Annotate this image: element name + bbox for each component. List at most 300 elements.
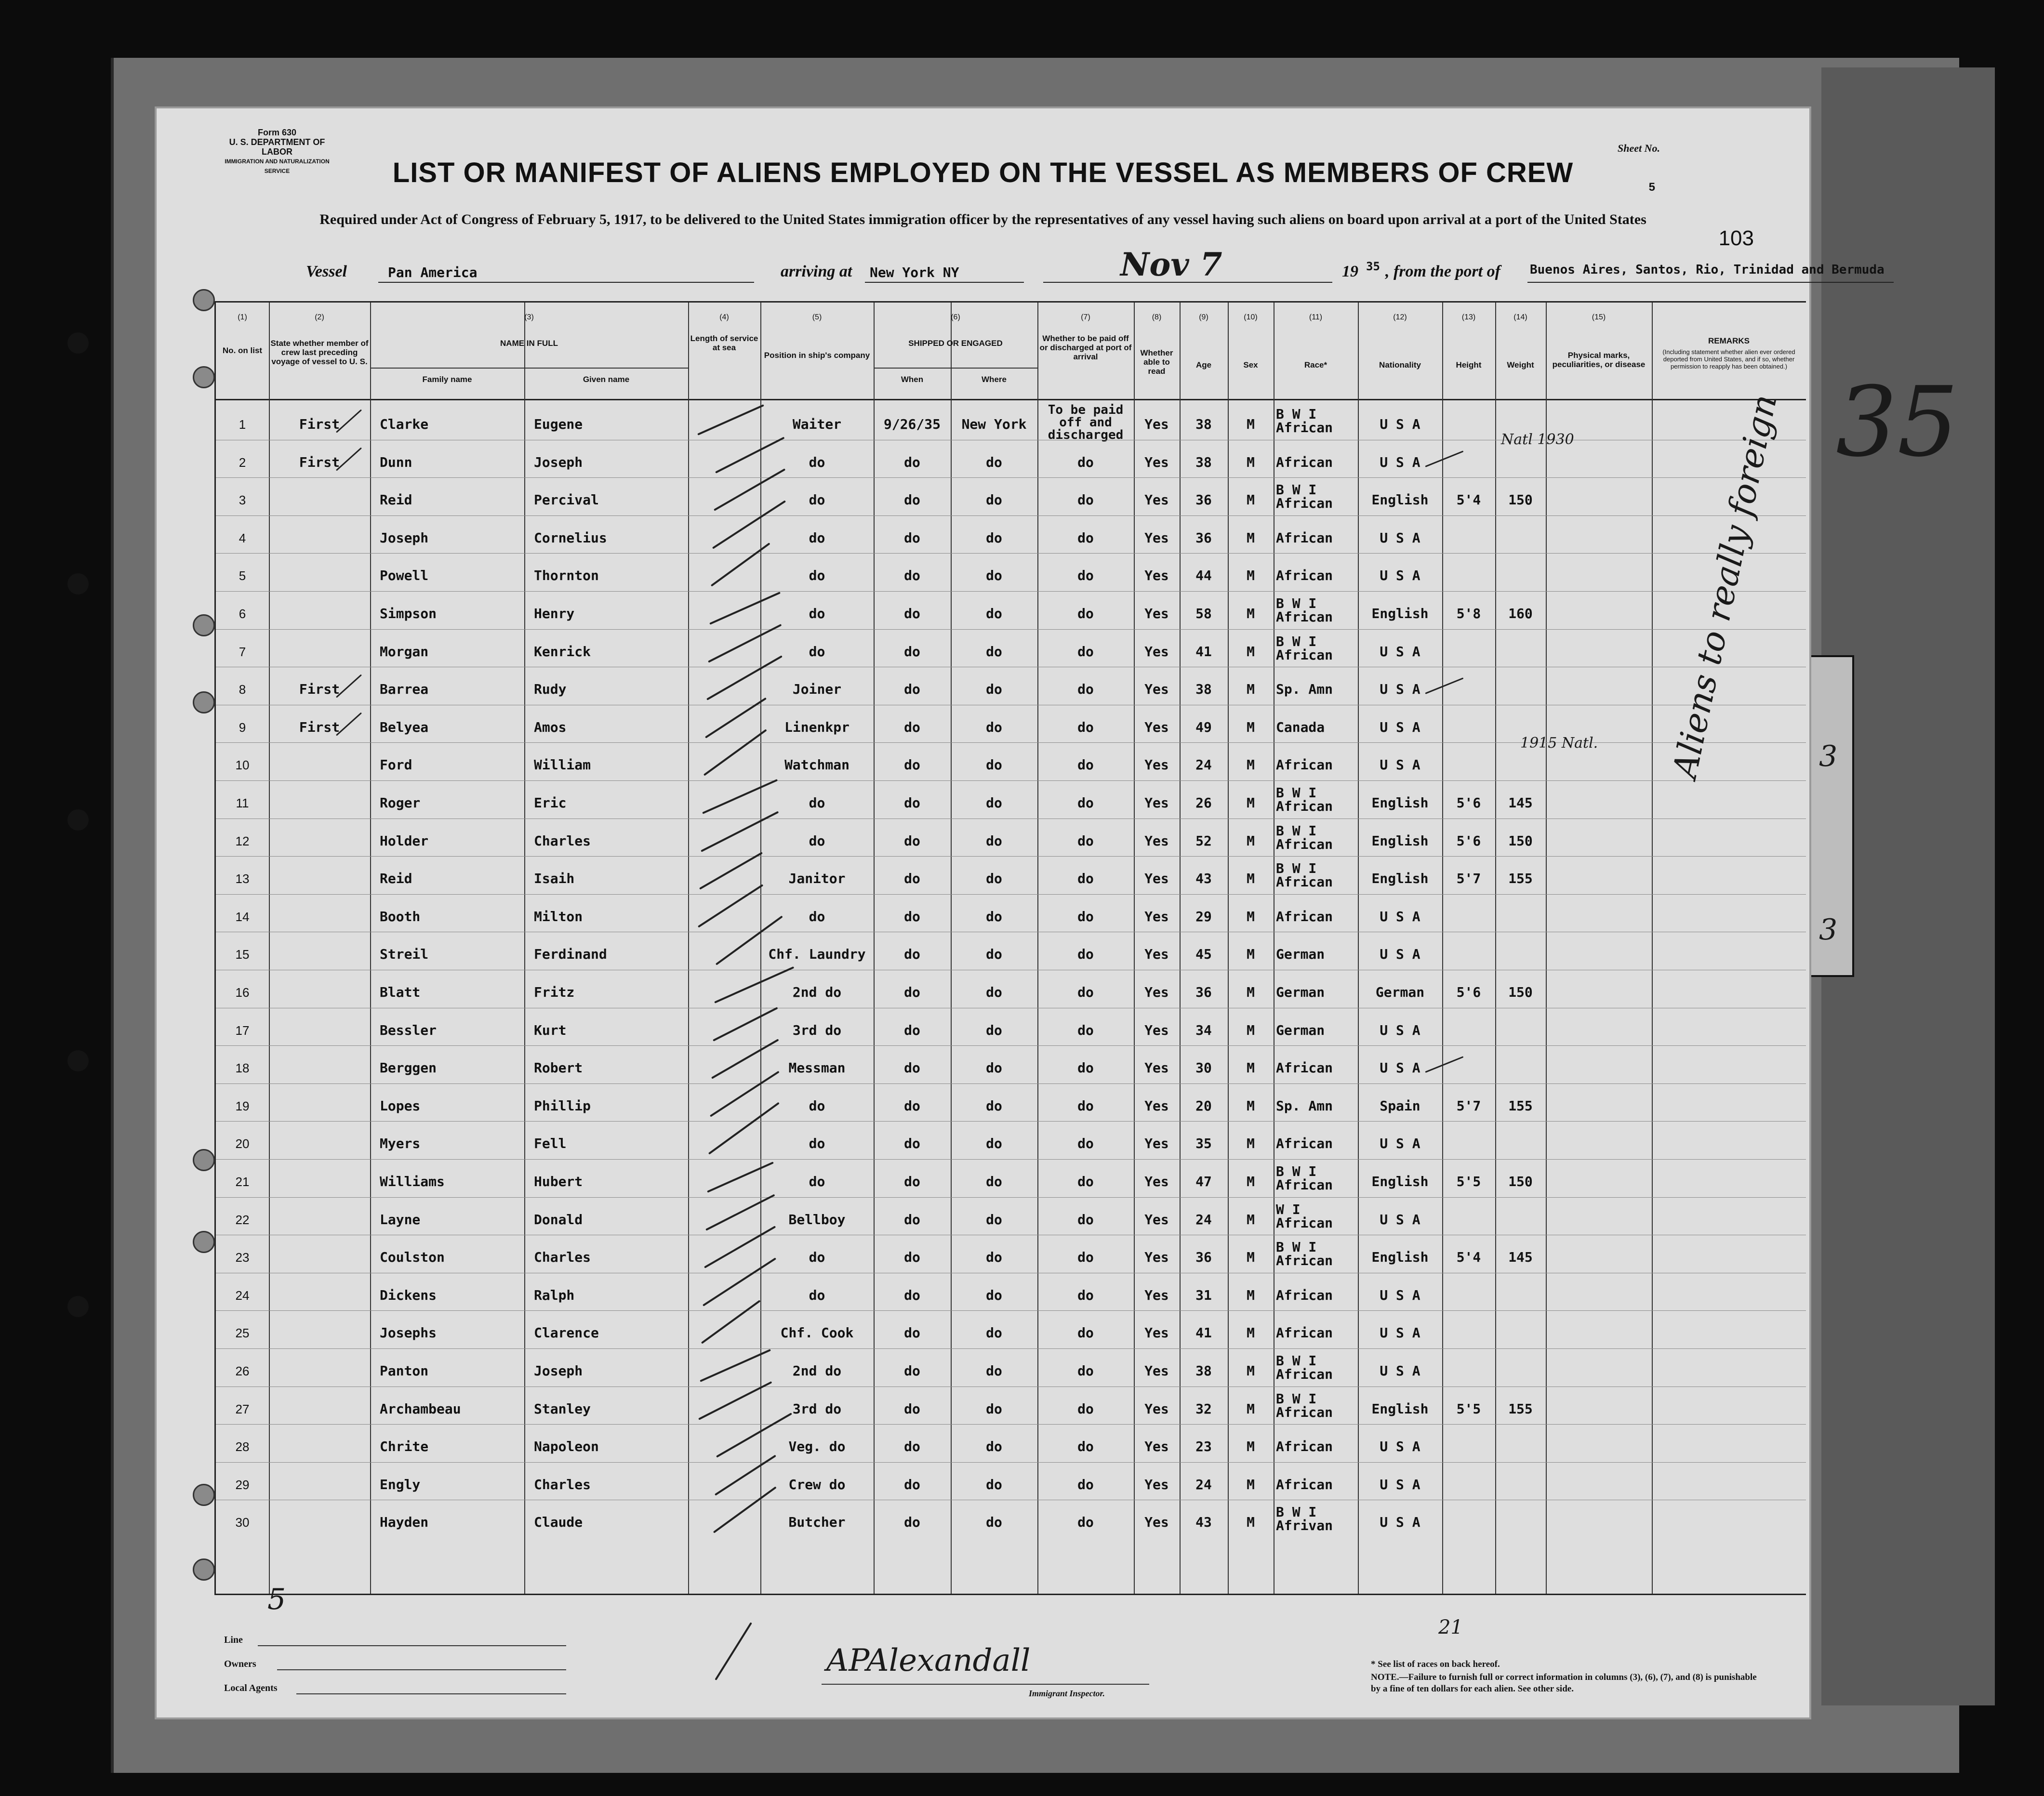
cell-paid: do xyxy=(1077,908,1094,924)
cell-nat: English xyxy=(1371,606,1429,621)
cell-no: 21 xyxy=(235,1175,250,1189)
cell-family: Morgan xyxy=(380,643,429,660)
cell-when: do xyxy=(904,492,920,508)
cell-position: do xyxy=(809,606,825,621)
cell-age: 58 xyxy=(1195,606,1212,621)
cell-age: 24 xyxy=(1195,757,1212,773)
cell-when: do xyxy=(904,908,920,924)
cell-read: Yes xyxy=(1144,871,1169,887)
cell-sex: M xyxy=(1247,1136,1255,1152)
cell-when: do xyxy=(904,719,920,735)
cell-sex: M xyxy=(1247,606,1255,621)
cell-nat: German xyxy=(1375,984,1425,1000)
cell-sex: M xyxy=(1247,1211,1255,1228)
cell-weight: 150 xyxy=(1508,984,1533,1000)
cell-position: Bellboy xyxy=(788,1211,846,1228)
cell-no: 11 xyxy=(236,796,249,810)
length-of-service-tick xyxy=(701,1300,761,1344)
cell-prev: First xyxy=(299,416,340,432)
cell-read: Yes xyxy=(1144,719,1169,735)
cell-family: Chrite xyxy=(380,1439,429,1455)
cell-position: do xyxy=(809,568,825,584)
cell-no: 12 xyxy=(235,833,250,848)
races-note: * See list of races on back hereof. xyxy=(1371,1659,1500,1669)
cell-given: Fritz xyxy=(534,984,575,1000)
cell-when: do xyxy=(904,681,920,698)
cell-family: Hayden xyxy=(380,1514,429,1531)
cell-where: do xyxy=(986,871,1002,887)
cell-given: Eric xyxy=(534,795,567,811)
cell-nat: U S A xyxy=(1380,1514,1420,1531)
cell-read: Yes xyxy=(1144,492,1169,508)
cell-position: Joiner xyxy=(792,681,842,698)
cell-race: B W I African xyxy=(1276,1239,1333,1269)
cell-nat: U S A xyxy=(1380,1060,1420,1076)
cell-nat: U S A xyxy=(1380,1476,1420,1492)
cell-when: do xyxy=(904,606,920,621)
column-header-c15: Physical marks, peculiarities, or disease xyxy=(1552,351,1646,369)
cell-paid: do xyxy=(1077,1287,1094,1303)
cell-age: 32 xyxy=(1195,1400,1212,1417)
column-header-c12: Nationality xyxy=(1379,360,1421,370)
vessel-label: Vessel xyxy=(306,263,347,280)
arriving-label: arriving at xyxy=(781,263,852,280)
cell-given: Clarence xyxy=(534,1325,599,1341)
crew-table xyxy=(214,301,1806,1595)
cell-read: Yes xyxy=(1144,1400,1169,1417)
cell-race: B W I African xyxy=(1276,1390,1333,1420)
cell-nat: U S A xyxy=(1380,908,1420,924)
cell-nat: U S A xyxy=(1380,1287,1420,1303)
column-number: (1) xyxy=(238,313,247,321)
cell-where: do xyxy=(986,795,1002,811)
naturalized-1915-note: 1915 Natl. xyxy=(1520,735,1598,752)
cell-family: Reid xyxy=(380,492,412,508)
cell-where: do xyxy=(986,984,1002,1000)
column-number: (7) xyxy=(1081,313,1090,321)
cell-position: Chf. Cook xyxy=(780,1325,854,1341)
cell-no: 27 xyxy=(235,1401,250,1416)
cell-nat: U S A xyxy=(1380,719,1420,735)
cell-no: 16 xyxy=(235,985,250,1000)
cell-given: Isaih xyxy=(534,871,575,887)
cell-no: 2 xyxy=(239,455,246,470)
cell-where: do xyxy=(986,1514,1002,1531)
cell-age: 47 xyxy=(1195,1174,1212,1189)
cell-paid: do xyxy=(1077,1514,1094,1531)
cell-read: Yes xyxy=(1144,1097,1169,1114)
cell-where: do xyxy=(986,1476,1002,1492)
column-number: (3) xyxy=(524,313,534,321)
column-header-c1: No. on list xyxy=(222,346,263,355)
column-number: (5) xyxy=(812,313,822,321)
cell-age: 36 xyxy=(1195,529,1212,546)
document-subtitle: Required under Act of Congress of February 5, 1917, to be delivered to the United States immigration officer by the representatives of any vessel having such aliens on board upon arrival at a port of the United States xyxy=(319,211,1646,227)
cell-race: B W I African xyxy=(1276,406,1333,436)
cell-given: Rudy xyxy=(534,681,567,698)
cell-race: African xyxy=(1276,568,1333,584)
cell-read: Yes xyxy=(1144,1363,1169,1379)
cell-family: Reid xyxy=(380,871,412,887)
cell-race: W I African xyxy=(1276,1201,1333,1231)
cell-when: do xyxy=(904,1287,920,1303)
cell-nat: U S A xyxy=(1380,1439,1420,1455)
cell-race: Canada xyxy=(1276,719,1325,735)
cell-position: Chf. Laundry xyxy=(768,946,866,963)
cell-race: B W I African xyxy=(1276,1353,1333,1382)
cell-position: Veg. do xyxy=(788,1439,846,1455)
cell-paid: do xyxy=(1077,1211,1094,1228)
column-number: (14) xyxy=(1513,313,1527,321)
cell-height: 5'6 xyxy=(1456,984,1481,1000)
cell-when: do xyxy=(904,1476,920,1492)
cell-race: B W I African xyxy=(1276,482,1333,512)
cell-where: do xyxy=(986,568,1002,584)
document-title: LIST OR MANIFEST OF ALIENS EMPLOYED ON THE VESSEL AS MEMBERS OF CREW xyxy=(392,157,1574,188)
cell-prev: First xyxy=(299,681,340,698)
cell-nat: U S A xyxy=(1380,568,1420,584)
cell-given: Donald xyxy=(534,1211,583,1228)
cell-paid: do xyxy=(1077,606,1094,621)
cell-family: Layne xyxy=(380,1211,421,1228)
cell-when: do xyxy=(904,1439,920,1455)
cell-paid: do xyxy=(1077,719,1094,735)
cell-age: 38 xyxy=(1195,681,1212,698)
cell-given: Milton xyxy=(534,908,583,924)
cell-read: Yes xyxy=(1144,1174,1169,1189)
cell-race: German xyxy=(1276,1022,1325,1038)
cell-family: Barrea xyxy=(380,681,429,698)
cell-given: Percival xyxy=(534,492,599,508)
column-header-c5: Position in ship's company xyxy=(764,351,870,360)
binder-hole xyxy=(193,614,215,636)
vessel-name: Pan America xyxy=(388,264,478,280)
cell-paid: do xyxy=(1077,795,1094,811)
cell-family: Dunn xyxy=(380,454,412,470)
cell-family: Belyea xyxy=(380,719,429,735)
cell-read: Yes xyxy=(1144,606,1169,621)
cell-position: Janitor xyxy=(788,871,846,887)
cell-family: Bessler xyxy=(380,1022,437,1038)
cell-nat: U S A xyxy=(1380,1136,1420,1152)
cell-read: Yes xyxy=(1144,908,1169,924)
cell-given: Charles xyxy=(534,832,591,849)
column-number: (2) xyxy=(315,313,324,321)
column-header-c9: Age xyxy=(1195,360,1212,370)
cell-age: 41 xyxy=(1195,643,1212,660)
column-header-c13: Height xyxy=(1456,360,1482,370)
manifest-sheet xyxy=(157,108,1885,1717)
cell-no: 20 xyxy=(235,1136,250,1151)
cell-paid: do xyxy=(1077,1136,1094,1152)
cell-nat: English xyxy=(1371,492,1429,508)
cell-where: do xyxy=(986,1249,1002,1266)
binder-hole xyxy=(193,1231,215,1253)
cell-paid: do xyxy=(1077,1022,1094,1038)
cell-position: Messman xyxy=(788,1060,846,1076)
cell-given: Ferdinand xyxy=(534,946,607,963)
cell-race: African xyxy=(1276,1287,1333,1303)
punch-hole xyxy=(67,809,89,831)
cell-when: do xyxy=(904,1060,920,1076)
cell-given: Cornelius xyxy=(534,529,607,546)
cell-no: 17 xyxy=(235,1023,250,1038)
cell-nat: English xyxy=(1371,1174,1429,1189)
sheet-number-value: 5 xyxy=(1648,181,1655,194)
inspector-signature: APAlexandall xyxy=(826,1643,1031,1678)
cell-sex: M xyxy=(1247,984,1255,1000)
cell-read: Yes xyxy=(1144,1060,1169,1076)
voyage-line xyxy=(306,246,1885,287)
footer-mark: 21 xyxy=(1438,1616,1463,1638)
tab-count-b: 3 xyxy=(1819,913,1838,947)
cell-paid: do xyxy=(1077,1476,1094,1492)
cell-nat: U S A xyxy=(1380,1211,1420,1228)
cell-no: 28 xyxy=(235,1439,250,1454)
tab-count-a: 3 xyxy=(1819,740,1838,773)
cell-read: Yes xyxy=(1144,946,1169,963)
cell-no: 4 xyxy=(239,530,246,545)
cell-paid: do xyxy=(1077,1174,1094,1189)
cell-when: do xyxy=(904,1174,920,1189)
cell-height: 5'4 xyxy=(1456,1249,1481,1266)
cell-paid: do xyxy=(1077,643,1094,660)
cell-paid: do xyxy=(1077,1400,1094,1417)
cell-family: Booth xyxy=(380,908,421,924)
cell-when: do xyxy=(904,529,920,546)
cell-where: New York xyxy=(961,416,1027,432)
margin-number: 35 xyxy=(1836,366,1959,478)
cell-given: Robert xyxy=(534,1060,583,1076)
column-number: (12) xyxy=(1393,313,1407,321)
cell-sex: M xyxy=(1247,1174,1255,1189)
cell-given: Claude xyxy=(534,1514,583,1531)
cell-sex: M xyxy=(1247,946,1255,963)
cell-where: do xyxy=(986,492,1002,508)
cell-sex: M xyxy=(1247,568,1255,584)
cell-read: Yes xyxy=(1144,795,1169,811)
cell-position: do xyxy=(809,529,825,546)
cell-paid: do xyxy=(1077,529,1094,546)
cell-sex: M xyxy=(1247,832,1255,849)
cell-position: do xyxy=(809,454,825,470)
cell-given: Eugene xyxy=(534,416,583,432)
cell-position: 2nd do xyxy=(792,984,842,1000)
cell-when: do xyxy=(904,1211,920,1228)
cell-position: Linenkpr xyxy=(784,719,849,735)
penalty-note: NOTE.—Failure to furnish full or correct information in columns (3), (6), (7), and (8) is punishable by a fine of ten dollars for each alien. See other side. xyxy=(1371,1672,1757,1694)
cell-no: 13 xyxy=(235,872,250,886)
cell-where: do xyxy=(986,757,1002,773)
cell-age: 26 xyxy=(1195,795,1212,811)
cell-given: Joseph xyxy=(534,1363,583,1379)
cell-nat: U S A xyxy=(1380,757,1420,773)
cell-position: 3rd do xyxy=(792,1400,842,1417)
cell-age: 30 xyxy=(1195,1060,1212,1076)
cell-position: 2nd do xyxy=(792,1363,842,1379)
cell-given: Kurt xyxy=(534,1022,567,1038)
column-header-c3: NAME IN FULL xyxy=(500,339,558,348)
cell-position: do xyxy=(809,1287,825,1303)
cell-sex: M xyxy=(1247,1514,1255,1531)
cell-read: Yes xyxy=(1144,1249,1169,1266)
departure-ports: Buenos Aires, Santos, Rio, Trinidad and Bermuda xyxy=(1530,263,1885,277)
cell-position: Crew do xyxy=(788,1476,846,1492)
cell-where: do xyxy=(986,1136,1002,1152)
cell-given: Joseph xyxy=(534,454,583,470)
cell-when: do xyxy=(904,1400,920,1417)
cell-no: 10 xyxy=(235,758,250,773)
cell-where: do xyxy=(986,1174,1002,1189)
cell-read: Yes xyxy=(1144,1514,1169,1531)
cell-paid: do xyxy=(1077,1097,1094,1114)
cell-paid: do xyxy=(1077,871,1094,887)
cell-given: Thornton xyxy=(534,568,599,584)
cell-age: 38 xyxy=(1195,1363,1212,1379)
cell-where: do xyxy=(986,719,1002,735)
cell-no: 15 xyxy=(235,947,250,962)
column-header-c8: Whether able to read xyxy=(1140,348,1173,376)
cell-no: 6 xyxy=(239,607,246,621)
cell-no: 25 xyxy=(235,1326,250,1341)
cell-family: Powell xyxy=(380,568,429,584)
cell-weight: 145 xyxy=(1508,1249,1533,1266)
column-header-c10: Sex xyxy=(1243,360,1258,370)
cell-where: do xyxy=(986,643,1002,660)
cell-position: do xyxy=(809,492,825,508)
cell-when: do xyxy=(904,1514,920,1531)
cell-paid: do xyxy=(1077,1249,1094,1266)
cell-position: do xyxy=(809,1174,825,1189)
cell-age: 23 xyxy=(1195,1439,1212,1455)
cell-when: do xyxy=(904,1325,920,1341)
cell-no: 1 xyxy=(239,417,246,432)
cell-prev: First xyxy=(299,719,340,735)
cell-family: Berggen xyxy=(380,1060,437,1076)
cell-when: do xyxy=(904,1022,920,1038)
cell-height: 5'5 xyxy=(1456,1174,1481,1189)
length-of-service-tick xyxy=(703,729,767,776)
cell-when: do xyxy=(904,454,920,470)
cell-weight: 160 xyxy=(1508,606,1533,621)
cell-read: Yes xyxy=(1144,454,1169,470)
cell-read: Yes xyxy=(1144,529,1169,546)
cell-sex: M xyxy=(1247,1249,1255,1266)
arrival-date: Nov 7 xyxy=(1120,246,1222,283)
cell-position: do xyxy=(809,795,825,811)
remarks-header-note: (Including statement whether alien ever ordered deported from United States, and if so, whether permission to reapply has been obtained.) xyxy=(1662,348,1795,370)
cell-height: 5'4 xyxy=(1456,492,1481,508)
cell-where: do xyxy=(986,529,1002,546)
cell-race: German xyxy=(1276,984,1325,1000)
cell-when: do xyxy=(904,643,920,660)
naturalized-1930-note: Natl 1930 xyxy=(1501,431,1574,448)
inspector-label: Immigrant Inspector. xyxy=(1029,1689,1105,1698)
cell-race: B W I African xyxy=(1276,860,1333,890)
length-of-service-tick xyxy=(698,884,763,927)
cell-age: 49 xyxy=(1195,719,1212,735)
cell-nat: U S A xyxy=(1380,529,1420,546)
cell-where: do xyxy=(986,1097,1002,1114)
cell-nat: U S A xyxy=(1380,946,1420,963)
column-subheader-c6b: Where xyxy=(982,375,1007,384)
from-port-label: , from the port of xyxy=(1385,263,1500,280)
binder-hole xyxy=(193,691,215,713)
column-number: (6) xyxy=(951,313,960,321)
cell-nat: U S A xyxy=(1380,416,1420,432)
cell-given: Kenrick xyxy=(534,643,591,660)
cell-sex: M xyxy=(1247,1439,1255,1455)
binder-hole xyxy=(193,1558,215,1581)
cell-paid: do xyxy=(1077,1439,1094,1455)
punch-hole xyxy=(67,332,89,354)
cell-when: do xyxy=(904,871,920,887)
cell-where: do xyxy=(986,681,1002,698)
cell-position: Watchman xyxy=(784,757,849,773)
column-header-c16: REMARKS xyxy=(1708,336,1750,345)
cell-when: do xyxy=(904,1249,920,1266)
cell-when: do xyxy=(904,832,920,849)
cell-nat: Spain xyxy=(1380,1097,1420,1114)
owners-label: Owners xyxy=(224,1659,256,1669)
column-number: (10) xyxy=(1244,313,1258,321)
cell-read: Yes xyxy=(1144,984,1169,1000)
page-number: 103 xyxy=(1718,226,1754,250)
cell-read: Yes xyxy=(1144,568,1169,584)
cell-age: 34 xyxy=(1195,1022,1212,1038)
cell-where: do xyxy=(986,946,1002,963)
column-header-c4: Length of service at sea xyxy=(690,334,758,352)
cell-nat: English xyxy=(1371,871,1429,887)
cell-paid: do xyxy=(1077,946,1094,963)
cell-sex: M xyxy=(1247,1325,1255,1341)
cell-paid: do xyxy=(1077,454,1094,470)
cell-family: Ford xyxy=(380,757,412,773)
cell-no: 7 xyxy=(239,644,246,659)
cell-age: 20 xyxy=(1195,1097,1212,1114)
column-header-c11: Race* xyxy=(1304,360,1327,370)
cell-position: do xyxy=(809,1097,825,1114)
cell-age: 24 xyxy=(1195,1476,1212,1492)
cell-weight: 145 xyxy=(1508,795,1533,811)
cell-where: do xyxy=(986,1211,1002,1228)
cell-paid: do xyxy=(1077,832,1094,849)
year-prefix: 19 xyxy=(1342,263,1358,280)
cell-sex: M xyxy=(1247,795,1255,811)
column-number: (11) xyxy=(1309,313,1323,321)
cell-family: Engly xyxy=(380,1476,421,1492)
cell-race: B W I African xyxy=(1276,633,1333,663)
cell-paid: do xyxy=(1077,984,1094,1000)
cell-paid: do xyxy=(1077,1325,1094,1341)
cell-age: 36 xyxy=(1195,1249,1212,1266)
cell-race: African xyxy=(1276,1476,1333,1492)
cell-no: 8 xyxy=(239,682,246,697)
cell-position: do xyxy=(809,908,825,924)
cell-position: Butcher xyxy=(788,1514,846,1531)
cell-paid: do xyxy=(1077,1060,1094,1076)
cell-no: 14 xyxy=(235,909,250,924)
length-of-service-tick xyxy=(699,852,763,889)
cell-weight: 155 xyxy=(1508,1400,1533,1417)
cell-position: do xyxy=(809,1136,825,1152)
cell-given: William xyxy=(534,757,591,773)
cell-no: 23 xyxy=(235,1250,250,1265)
cell-weight: 150 xyxy=(1508,832,1533,849)
cell-sex: M xyxy=(1247,757,1255,773)
cell-height: 5'6 xyxy=(1456,832,1481,849)
cell-sex: M xyxy=(1247,871,1255,887)
